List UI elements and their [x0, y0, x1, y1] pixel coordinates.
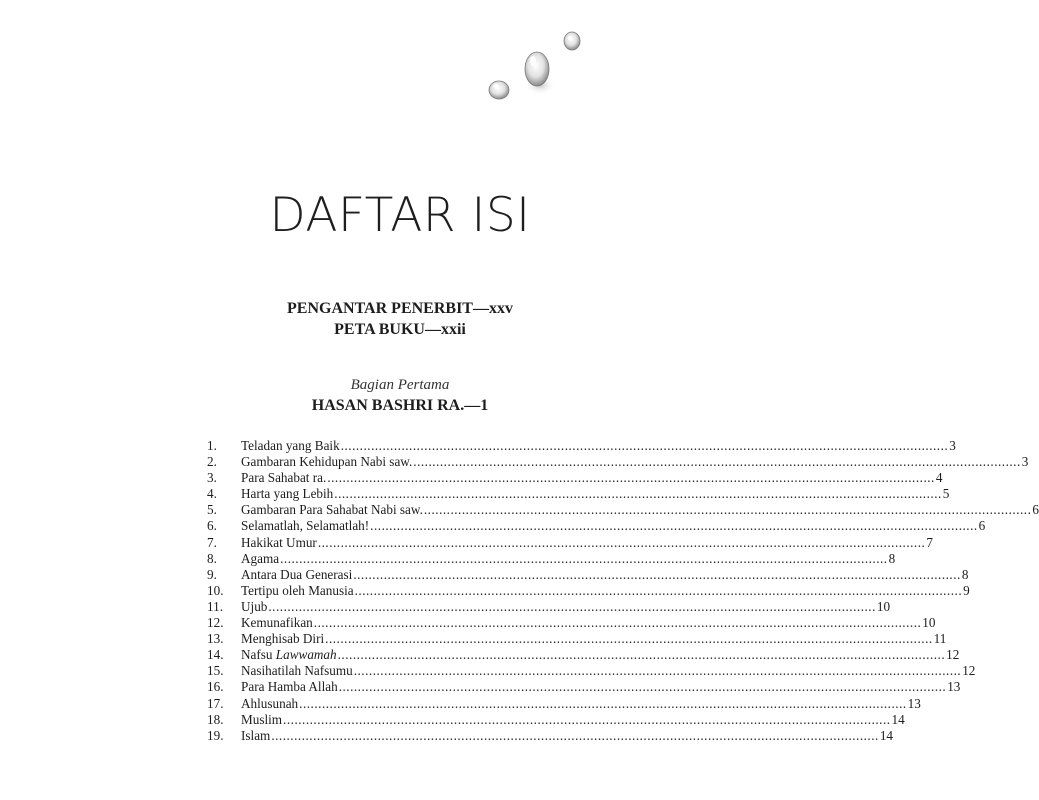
dot-leader: ................................................................................................................................................................ [268, 598, 876, 614]
toc-entry-number: 13. [207, 631, 224, 647]
table-of-contents [207, 438, 1039, 744]
toc-entry-page: 3 [1021, 454, 1029, 470]
toc-entry-title-italic: Lawwamah [275, 647, 337, 663]
toc-entry-page: 14 [891, 711, 905, 727]
toc-entry-title: Selamatlah, Selamatlah! [241, 518, 370, 534]
toc-entry-page: 13 [907, 695, 921, 711]
toc-entry-number: 19. [207, 727, 224, 743]
part-title: HASAN BASHRI RA.—1 [311, 397, 489, 414]
toc-entry [207, 518, 986, 534]
dot-leader: ................................................................................................................................................................ [423, 502, 1032, 518]
toc-entry-title: Kemunafikan [241, 615, 313, 631]
toc-entry-title: Antara Dua Generasi [241, 566, 353, 582]
toc-entry-page: 6 [1032, 502, 1039, 518]
toc-entry-page: 13 [947, 679, 961, 695]
toc-entry-title: Gambaran Kehidupan Nabi saw. [241, 454, 413, 470]
toc-entry [207, 582, 970, 599]
dot-leader: ................................................................................................................................................................ [325, 631, 933, 647]
toc-entry [207, 454, 1029, 470]
water-drops-decoration [480, 25, 590, 115]
dot-leader: ................................................................................................................................................................ [313, 615, 922, 631]
toc-entry-page: 7 [926, 534, 933, 550]
toc-entry-number: 7. [207, 534, 217, 550]
toc-entry [207, 727, 893, 744]
toc-entry [207, 470, 943, 486]
toc-entry [207, 598, 891, 615]
toc-entry-title: Ujub [241, 598, 268, 614]
dot-leader: ................................................................................................................................................................ [353, 566, 961, 582]
toc-entry-page: 10 [876, 598, 891, 614]
toc-entry [207, 566, 969, 583]
dot-leader: ................................................................................................................................................................ [338, 679, 947, 695]
dot-leader: ................................................................................................................................................................ [413, 454, 1021, 470]
toc-entry-number: 5. [207, 502, 217, 518]
part-label: Bagian Pertama [350, 377, 450, 393]
toc-entry [207, 486, 950, 502]
toc-entry-number: 4. [207, 486, 217, 502]
toc-entry [207, 647, 960, 663]
toc-entry-page: 11 [933, 631, 947, 647]
toc-entry [207, 615, 936, 631]
toc-entry [207, 631, 947, 647]
toc-entry-title: Teladan yang Baik [241, 438, 340, 453]
toc-entry-title: Islam [241, 727, 271, 743]
toc-entry-page: 12 [946, 647, 960, 663]
dot-leader: ................................................................................................................................................................ [299, 695, 907, 711]
dot-leader: ................................................................................................................................................................ [317, 534, 926, 550]
toc-entry-number: 16. [207, 679, 224, 695]
front-matter-item: PETA BUKU—xxii [334, 321, 466, 338]
toc-entry-number: 1. [207, 438, 217, 453]
toc-entry-title: Tertipu oleh Manusia [241, 582, 354, 598]
toc-entry-page: 4 [935, 470, 943, 486]
toc-entry-title: Harta yang Lebih [241, 486, 334, 502]
toc-entry [207, 695, 921, 712]
dot-leader: ................................................................................................................................................................ [370, 518, 978, 534]
toc-entry-title: Nasihatilah Nafsumu [241, 663, 353, 679]
toc-entry-title: Hakikat Umur [241, 534, 317, 550]
toc-entry-title: Agama [241, 550, 280, 566]
toc-entry-title [241, 647, 337, 663]
dot-leader: ................................................................................................................................................................ [334, 486, 942, 502]
dot-leader: ................................................................................................................................................................ [337, 647, 946, 663]
toc-entry-page: 5 [942, 486, 950, 502]
dot-leader: ................................................................................................................................................................ [271, 727, 879, 743]
toc-entry-page: 10 [922, 615, 936, 631]
front-matter-item: PENGANTAR PENERBIT—xxv [287, 300, 513, 317]
toc-entry-number: 15. [207, 663, 224, 679]
toc-entry-number: 14. [207, 647, 224, 663]
dot-leader: ................................................................................................................................................................ [353, 663, 962, 679]
dot-leader: ................................................................................................................................................................ [327, 470, 935, 486]
toc-entry [207, 502, 1039, 518]
toc-entry-page: 12 [962, 663, 976, 679]
toc-entry-number: 3. [207, 470, 217, 486]
toc-entry-page: 14 [879, 727, 893, 743]
toc-entry-number: 11. [207, 598, 223, 614]
toc-entry-title: Para Sahabat ra. [241, 470, 327, 486]
toc-entry [207, 534, 933, 551]
toc-entry-number: 2. [207, 454, 217, 470]
toc-entry-page: 8 [961, 566, 969, 582]
toc-entry-page: 6 [978, 518, 986, 534]
toc-entry [207, 711, 905, 728]
toc-entry-number: 10. [207, 582, 224, 598]
toc-entry-title: Muslim [241, 711, 283, 727]
toc-entry-page: 8 [888, 550, 896, 566]
toc-entry-number: 17. [207, 695, 224, 711]
dot-leader: ................................................................................................................................................................ [280, 550, 888, 566]
dot-leader: ................................................................................................................................................................ [354, 582, 963, 598]
toc-entry-title: Para Hamba Allah [241, 679, 338, 695]
toc-entry-page: 3 [949, 438, 956, 453]
toc-entry-title: Gambaran Para Sahabat Nabi saw. [241, 502, 423, 518]
dot-leader: ................................................................................................................................................................ [283, 711, 891, 727]
toc-entry-number: 8. [207, 550, 217, 566]
front-matter [0, 298, 800, 340]
toc-entry-title: Menghisab Diri [241, 631, 325, 647]
dot-leader: ................................................................................................................................................................ [340, 438, 949, 453]
toc-entry-number: 6. [207, 518, 217, 534]
toc-entry-title: Ahlusunah [241, 695, 299, 711]
toc-entry [207, 438, 956, 454]
toc-entry-number: 9. [207, 566, 217, 582]
toc-entry-number: 12. [207, 615, 224, 631]
toc-entry-number: 18. [207, 711, 224, 727]
toc-entry [207, 663, 976, 679]
toc-entry [207, 550, 896, 567]
toc-entry [207, 679, 961, 695]
toc-entry-page: 9 [963, 582, 970, 598]
toc-entry-title-prefix: Nafsu [241, 647, 276, 663]
page-title: DAFTAR ISI [269, 188, 531, 243]
